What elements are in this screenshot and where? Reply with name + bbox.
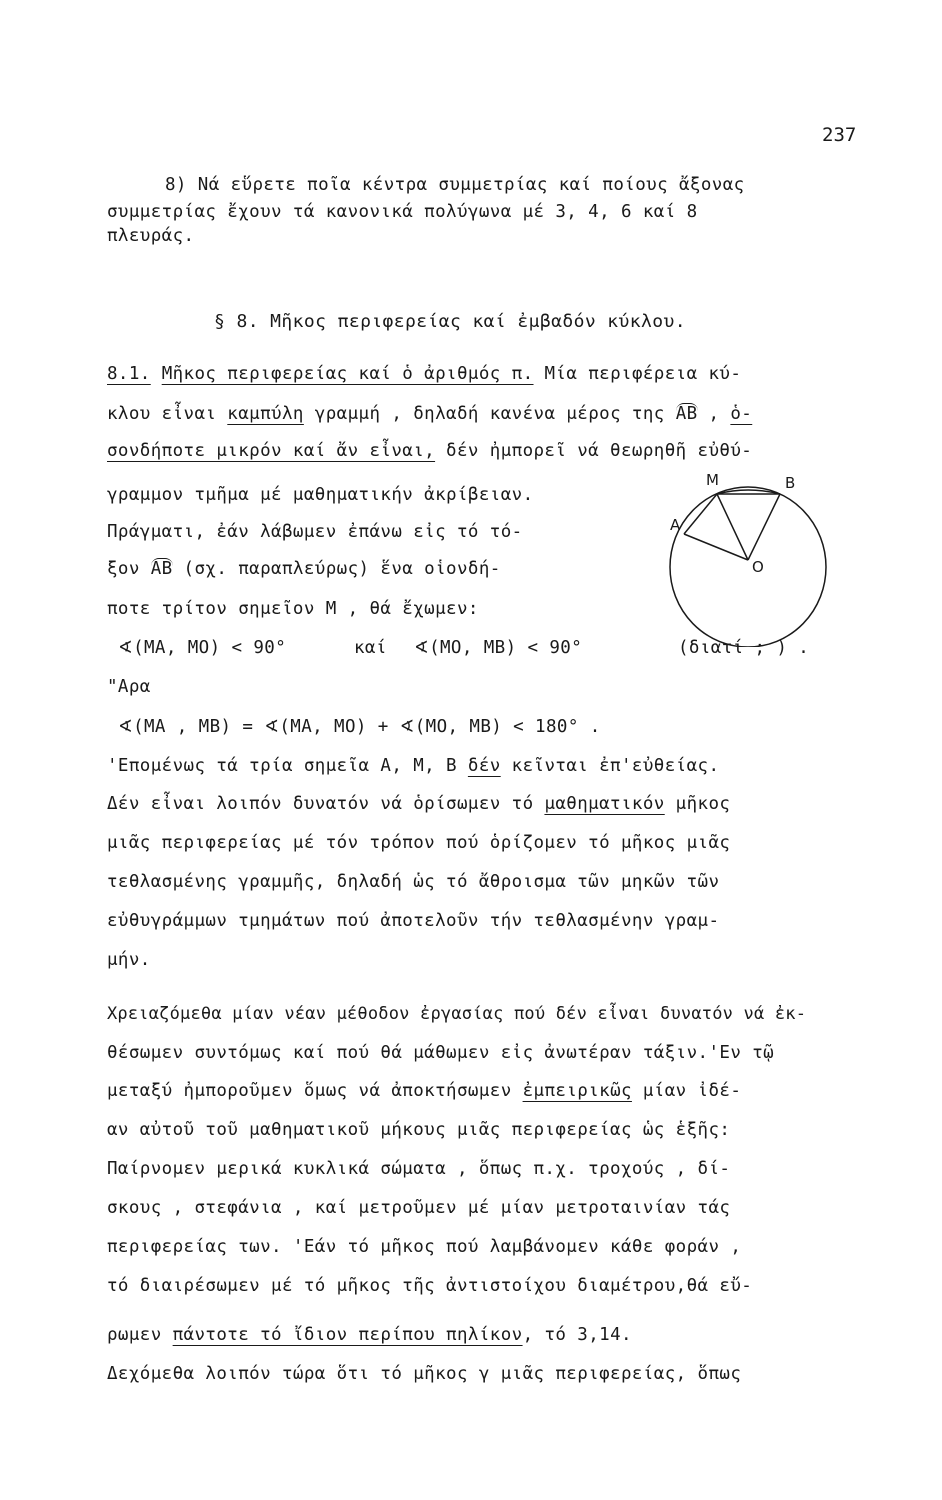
- subsection-title: Μῆκος περιφερείας καί ὁ ἀριθμός π.: [161, 364, 534, 384]
- exercise-line-1: 8) Νά εὕρετε ποῖα κέντρα συμμετρίας καί ποίους ἄξονας: [165, 175, 745, 195]
- body-line-11: 'Επομένως τά τρία σημεῖα A, M, B δέν κεῖνται ἐπ'εὐθείας.: [107, 756, 720, 776]
- body-line-24: τό διαιρέσωμεν μέ τό μῆκος τῆς ἀντιστοίχου διαμέτρου,θά εὔ-: [107, 1276, 753, 1296]
- body-line-19: μεταξύ ἠμποροῦμεν ὅμως νά ἀποκτήσωμεν ἐμπειρικῶς μίαν ἰδέ-: [107, 1081, 742, 1101]
- segment-bo: [748, 494, 780, 560]
- angle-inequality-2: ∢(MO, MB) < 90°: [414, 638, 583, 658]
- label-b: B: [785, 474, 796, 492]
- body-line-5: Πράγματι, ἐάν λάβωμεν ἐπάνω εἰς τό τό-: [107, 522, 523, 542]
- body-line-6: ξον AB (σχ. παραπλεύρως) ἕνα οἱονδή-: [107, 559, 501, 579]
- page-number: 237: [822, 124, 857, 146]
- circle-outline: [670, 487, 826, 647]
- subsection-line: [107, 363, 741, 385]
- and-word: καί: [354, 638, 387, 658]
- label-m: M: [706, 472, 719, 489]
- label-o: O: [752, 558, 764, 576]
- exercise-line-2: συμμετρίας ἔχουν τά κανονικά πολύγωνα μέ 3, 4, 6 καί 8: [107, 202, 698, 222]
- section-heading: § 8. Μῆκος περιφερείας καί ἐμβαδόν κύκλου.: [214, 311, 686, 332]
- curve-term: καμπύλη: [227, 404, 304, 424]
- body-line-21: Παίρνομεν μερικά κυκλικά σώματα , ὅπως π.χ. τροχούς , δί-: [107, 1159, 731, 1179]
- body-line-18: θέσωμεν συντόμως καί πού θά μάθωμεν εἰς ἀνωτέραν τάξιν.'Εν τῷ: [107, 1043, 775, 1063]
- body-line-12: Δέν εἶναι λοιπόν δυνατόν νά ὁρίσωμεν τό μαθηματικόν μῆκος: [107, 794, 731, 814]
- subsection-number: 8.1.: [107, 364, 151, 384]
- body-line-2: κλου εἶναι καμπύλη γραμμή , δηλαδή κανένα μέρος της AB , ὁ-: [107, 404, 753, 424]
- body-line-4: γραμμον τμῆμα μέ μαθηματικήν ἀκρίβειαν.: [107, 485, 534, 505]
- body-line-17: Χρειαζόμεθα μίαν νέαν μέθοδον ἐργασίας πού δέν εἶναι δυνατόν νά ἐκ-: [107, 1004, 807, 1024]
- label-a: A: [670, 516, 681, 534]
- arc-ab-label-2: AB: [150, 559, 173, 579]
- subsection-rest: Μία περιφέρεια κύ-: [533, 364, 742, 384]
- body-line-26: Δεχόμεθα λοιπόν τώρα ὅτι τό μῆκος γ μιᾶς περιφερείας, ὅπως: [107, 1364, 742, 1384]
- exercise-line-3: πλευράς.: [107, 226, 195, 246]
- body-line-3: σονδήποτε μικρόν καί ἄν εἶναι, δέν ἠμπορεῖ νά θεωρηθῆ εὐθύ-: [107, 441, 753, 461]
- angle-sum-equation: ∢(MA , MB) = ∢(MA, MO) + ∢(MO, MB) < 180° .: [118, 717, 601, 737]
- body-line-13: μιᾶς περιφερείας μέ τόν τρόπον πού ὁρίζομεν τό μῆκος μιᾶς: [107, 833, 731, 853]
- body-line-14: τεθλασμένης γραμμῆς, δηλαδή ὡς τό ἄθροισμα τῶν μηκῶν τῶν: [107, 872, 720, 892]
- body-line-22: σκους , στεφάνια , καί μετροῦμεν μέ μίαν μετροταινίαν τάς: [107, 1198, 731, 1218]
- body-line-20: αν αὐτοῦ τοῦ μαθηματικοῦ μήκους μιᾶς περιφερείας ὡς ἑξῆς:: [107, 1120, 731, 1140]
- body-line-7: ποτε τρίτον σημεῖον M , θά ἔχωμεν:: [107, 599, 479, 619]
- body-line-25: ρωμεν πάντοτε τό ἴδιον περίπου πηλίκον, τό 3,14.: [107, 1325, 632, 1345]
- arc-ab-label: AB: [675, 404, 698, 424]
- angle-inequality-1: ∢(MA, MO) < 90°: [118, 638, 287, 658]
- body-line-16: μήν.: [107, 950, 151, 970]
- why-question: (διατί ; ) .: [678, 638, 810, 658]
- circle-figure: [660, 472, 830, 647]
- body-line-23: περιφερείας των. 'Εάν τό μῆκος πού λαμβάνομεν κάθε φοράν ,: [107, 1237, 742, 1257]
- therefore-word: "Αρα: [107, 677, 151, 697]
- body-line-15: εὐθυγράμμων τμημάτων πού ἀποτελοῦν τήν τεθλασμένην γραμ-: [107, 911, 720, 931]
